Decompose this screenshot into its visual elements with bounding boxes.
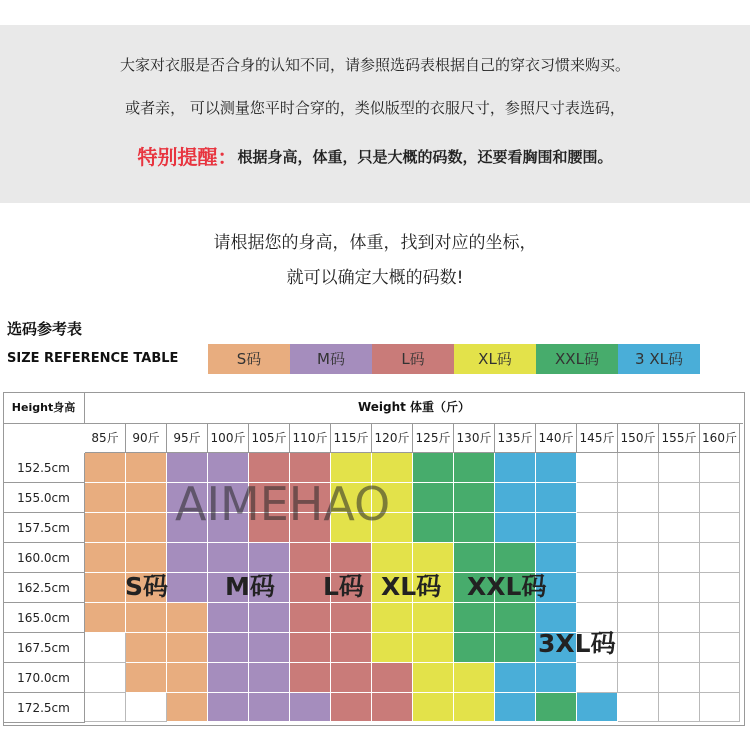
size-cell bbox=[85, 573, 126, 603]
size-cell bbox=[577, 663, 618, 693]
weight-column-header: 90斤 bbox=[126, 424, 167, 453]
size-cell bbox=[495, 453, 536, 483]
size-cell bbox=[85, 693, 126, 722]
size-cell bbox=[618, 603, 659, 633]
size-cell bbox=[700, 573, 740, 603]
size-cell bbox=[372, 663, 413, 693]
weight-column-header: 100斤 bbox=[208, 424, 249, 453]
weight-column-header: 135斤 bbox=[495, 424, 536, 453]
size-cell bbox=[331, 633, 372, 663]
size-cell bbox=[577, 453, 618, 483]
size-cell bbox=[700, 453, 740, 483]
size-cell bbox=[208, 633, 249, 663]
size-cell bbox=[331, 663, 372, 693]
size-cell bbox=[618, 513, 659, 543]
size-cell bbox=[167, 693, 208, 722]
size-cell bbox=[454, 693, 495, 722]
chart-subtitle: SIZE REFERENCE TABLE bbox=[7, 351, 179, 366]
size-cell bbox=[85, 483, 126, 513]
size-cell bbox=[167, 633, 208, 663]
size-cell bbox=[618, 693, 659, 722]
size-cell bbox=[372, 693, 413, 722]
size-cell bbox=[413, 663, 454, 693]
size-cell bbox=[618, 633, 659, 663]
size-cell bbox=[700, 663, 740, 693]
size-grid bbox=[3, 392, 745, 727]
size-cell bbox=[659, 573, 700, 603]
notice-line-2: 或者亲， 可以测量您平时合穿的，类似版型的衣服尺寸，参照尺寸表选码， bbox=[125, 99, 625, 117]
size-cell bbox=[495, 483, 536, 513]
notice-banner bbox=[0, 25, 750, 203]
size-cell bbox=[618, 573, 659, 603]
size-cell bbox=[331, 603, 372, 633]
size-label: XL码 bbox=[381, 572, 442, 601]
weight-column-header: 130斤 bbox=[454, 424, 495, 453]
size-cell bbox=[372, 633, 413, 663]
height-row-header: 170.0cm bbox=[3, 663, 85, 693]
size-cell bbox=[577, 483, 618, 513]
size-cell bbox=[126, 663, 167, 693]
size-cell bbox=[249, 603, 290, 633]
size-cell bbox=[536, 483, 577, 513]
size-cell bbox=[618, 483, 659, 513]
size-cell bbox=[249, 633, 290, 663]
height-row-header: 167.5cm bbox=[3, 633, 85, 663]
size-cell bbox=[454, 483, 495, 513]
size-cell bbox=[85, 453, 126, 483]
size-cell bbox=[167, 663, 208, 693]
size-reference-table bbox=[3, 312, 745, 750]
size-cell bbox=[85, 663, 126, 693]
size-cell bbox=[495, 663, 536, 693]
weight-column-header: 160斤 bbox=[700, 424, 740, 453]
height-row-header: 152.5cm bbox=[3, 453, 85, 483]
height-row-header: 155.0cm bbox=[3, 483, 85, 513]
size-label: 3XL码 bbox=[538, 629, 616, 658]
size-cell bbox=[618, 543, 659, 573]
size-cell bbox=[331, 693, 372, 722]
size-cell bbox=[167, 543, 208, 573]
instruction-line-2: 就可以确定大概的码数! bbox=[286, 268, 464, 288]
weight-column-header: 155斤 bbox=[659, 424, 700, 453]
height-row-header: 165.0cm bbox=[3, 603, 85, 633]
size-cell bbox=[536, 663, 577, 693]
size-cell bbox=[413, 453, 454, 483]
size-cell bbox=[536, 693, 577, 722]
size-label: XXL码 bbox=[467, 572, 547, 601]
notice-highlight: 特别提醒： bbox=[137, 145, 238, 169]
size-cell bbox=[249, 663, 290, 693]
size-cell bbox=[495, 513, 536, 543]
weight-column-header: 120斤 bbox=[372, 424, 413, 453]
height-header: Height身高 bbox=[3, 392, 85, 424]
size-cell bbox=[536, 453, 577, 483]
size-cell bbox=[454, 513, 495, 543]
height-row-header: 160.0cm bbox=[3, 543, 85, 573]
size-cell bbox=[126, 513, 167, 543]
size-cell bbox=[290, 663, 331, 693]
legend-item: XL码 bbox=[454, 344, 536, 374]
weight-column-header: 85斤 bbox=[85, 424, 126, 453]
size-cell bbox=[536, 513, 577, 543]
notice-line-1: 大家对衣服是否合身的认知不同，请参照选码表根据自己的穿衣习惯来购买。 bbox=[119, 56, 630, 74]
size-cell bbox=[85, 603, 126, 633]
weight-column-header: 140斤 bbox=[536, 424, 577, 453]
size-cell bbox=[618, 663, 659, 693]
size-cell bbox=[454, 663, 495, 693]
size-cell bbox=[413, 633, 454, 663]
size-cell bbox=[85, 513, 126, 543]
size-cell bbox=[454, 453, 495, 483]
size-cell bbox=[126, 693, 167, 722]
size-cell bbox=[659, 513, 700, 543]
size-cell bbox=[577, 543, 618, 573]
size-cell bbox=[290, 633, 331, 663]
size-cell bbox=[290, 693, 331, 722]
notice-line-3 bbox=[0, 141, 750, 170]
size-cell bbox=[454, 633, 495, 663]
size-cell bbox=[700, 483, 740, 513]
size-cell bbox=[659, 663, 700, 693]
size-cell bbox=[126, 483, 167, 513]
size-cell bbox=[413, 513, 454, 543]
weight-column-header: 125斤 bbox=[413, 424, 454, 453]
height-row-header: 162.5cm bbox=[3, 573, 85, 603]
size-cell bbox=[700, 693, 740, 722]
size-cell bbox=[413, 483, 454, 513]
size-cell bbox=[659, 693, 700, 722]
size-cell bbox=[700, 603, 740, 633]
size-cell bbox=[659, 483, 700, 513]
size-cell bbox=[208, 603, 249, 633]
size-cell bbox=[290, 603, 331, 633]
size-label: S码 bbox=[125, 572, 169, 601]
size-cell bbox=[659, 543, 700, 573]
size-cell bbox=[577, 573, 618, 603]
size-cell bbox=[577, 513, 618, 543]
weight-column-header: 145斤 bbox=[577, 424, 618, 453]
legend-item: M码 bbox=[290, 344, 372, 374]
size-cell bbox=[700, 513, 740, 543]
size-cell bbox=[167, 603, 208, 633]
size-cell bbox=[208, 693, 249, 722]
weight-column-header: 115斤 bbox=[331, 424, 372, 453]
size-cell bbox=[85, 633, 126, 663]
weight-header: Weight 体重（斤） bbox=[85, 392, 743, 424]
instruction-line-1: 请根据您的身高，体重，找到对应的坐标， bbox=[213, 233, 537, 253]
size-cell bbox=[167, 573, 208, 603]
notice-line-3-text: 根据身高，体重，只是大概的码数，还要看胸围和腰围。 bbox=[237, 148, 613, 166]
height-row-header: 172.5cm bbox=[3, 693, 85, 723]
weight-column-header: 150斤 bbox=[618, 424, 659, 453]
size-cell bbox=[659, 603, 700, 633]
size-cell bbox=[700, 543, 740, 573]
size-cell bbox=[454, 603, 495, 633]
legend-item: L码 bbox=[372, 344, 454, 374]
size-cell bbox=[208, 663, 249, 693]
size-cell bbox=[372, 603, 413, 633]
size-cell bbox=[413, 693, 454, 722]
height-row-header: 157.5cm bbox=[3, 513, 85, 543]
legend-item: 3 XL码 bbox=[618, 344, 700, 374]
legend-item: XXL码 bbox=[536, 344, 618, 374]
size-cell bbox=[495, 633, 536, 663]
size-cell bbox=[700, 633, 740, 663]
size-cell bbox=[659, 453, 700, 483]
size-cell bbox=[495, 693, 536, 722]
size-cell bbox=[249, 693, 290, 722]
size-cell bbox=[659, 633, 700, 663]
weight-column-header: 95斤 bbox=[167, 424, 208, 453]
watermark: AIMEHAO bbox=[175, 477, 391, 531]
size-label: L码 bbox=[323, 572, 364, 601]
size-cell bbox=[126, 453, 167, 483]
size-cell bbox=[413, 603, 454, 633]
size-cell bbox=[126, 603, 167, 633]
size-cell bbox=[577, 693, 618, 722]
weight-column-header: 105斤 bbox=[249, 424, 290, 453]
weight-column-header: 110斤 bbox=[290, 424, 331, 453]
size-cell bbox=[85, 543, 126, 573]
size-cell bbox=[126, 633, 167, 663]
size-label: M码 bbox=[225, 572, 275, 601]
legend-item: S码 bbox=[208, 344, 290, 374]
chart-title: 选码参考表 bbox=[7, 320, 83, 338]
size-cell bbox=[495, 603, 536, 633]
size-cell bbox=[618, 453, 659, 483]
